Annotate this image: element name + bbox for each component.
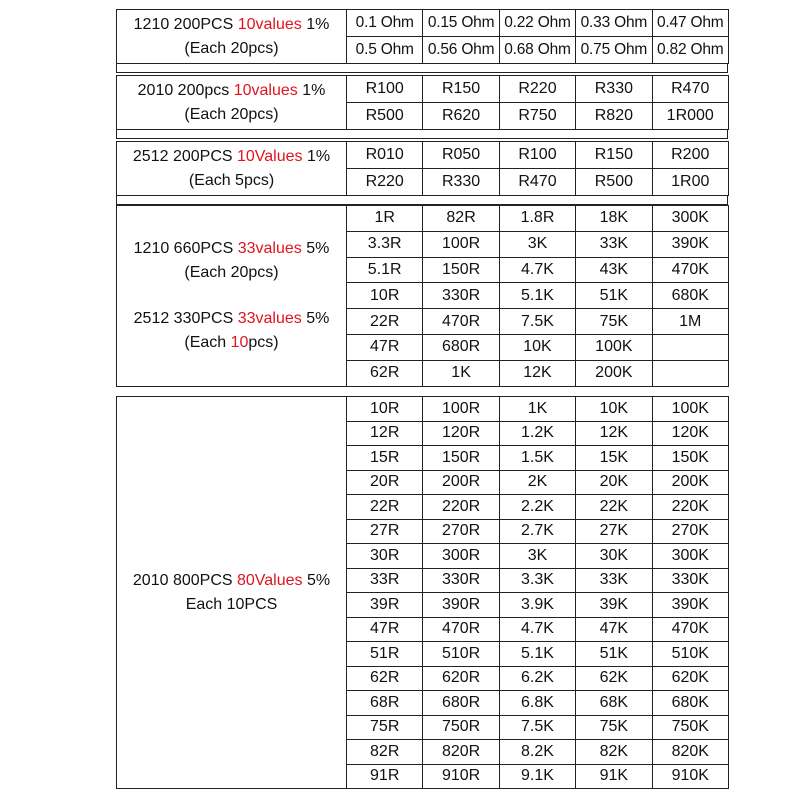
value-cell: 51K [576, 283, 652, 309]
value-cell: 510K [652, 642, 728, 667]
value-cell: R050 [423, 142, 499, 169]
value-cell: 5.1K [499, 642, 575, 667]
value-cell: 7.5K [499, 309, 575, 335]
value-cell: 9.1K [499, 764, 575, 789]
table-row [117, 206, 729, 232]
value-cell: 75K [576, 309, 652, 335]
value-cell: 270R [423, 519, 499, 544]
value-cell: 0.5 Ohm [347, 37, 423, 64]
value-cell: 680K [652, 283, 728, 309]
value-cell: 910R [423, 764, 499, 789]
value-cell: 300K [652, 206, 728, 232]
value-cell: 20K [576, 470, 652, 495]
value-cell: R470 [652, 76, 728, 103]
label-text: 2512 330PCS [133, 309, 238, 327]
label-line-2: (Each 5pcs) [188, 171, 275, 189]
value-cell: 4.7K [499, 617, 575, 642]
label-line-1 [117, 13, 346, 37]
value-cell: 3.3K [499, 568, 575, 593]
value-cell: 3.3R [347, 231, 423, 257]
label-line-2: (Each 20pcs) [184, 39, 279, 57]
value-cell: 150R [423, 257, 499, 283]
value-cell: 820R [423, 740, 499, 765]
value-cell: 91K [576, 764, 652, 789]
value-cell: 12K [576, 421, 652, 446]
label-text: 2010 200pcs [137, 81, 234, 99]
value-cell: 100K [652, 397, 728, 422]
label-text: 1210 660PCS [133, 239, 238, 257]
value-cell: 100R [423, 397, 499, 422]
section-label [117, 142, 347, 196]
value-cell: 150R [423, 446, 499, 471]
value-cell: 120R [423, 421, 499, 446]
value-cell: 62K [576, 666, 652, 691]
value-cell: 750R [423, 715, 499, 740]
value-cell: 75R [347, 715, 423, 740]
table-row [117, 397, 729, 422]
value-cell: R150 [576, 142, 652, 169]
label-line-2: Each 10PCS [185, 595, 278, 613]
value-cell: 82R [347, 740, 423, 765]
value-cell: 5.1K [499, 283, 575, 309]
label-line-4 [117, 331, 346, 355]
value-cell: 39K [576, 593, 652, 618]
value-cell: 1K [499, 397, 575, 422]
value-cell: R500 [576, 169, 652, 196]
label-text: 5% [302, 571, 331, 589]
label-line-1 [117, 569, 346, 593]
section-2010-1pct-table [116, 75, 729, 130]
value-cell: 300R [423, 544, 499, 569]
value-cell: 1R [347, 206, 423, 232]
label-text: 1% [302, 147, 331, 165]
value-cell: 15R [347, 446, 423, 471]
value-cell: R620 [423, 103, 499, 130]
label-text: 2010 800PCS [132, 571, 237, 589]
value-cell: 47K [576, 617, 652, 642]
section-divider [116, 195, 728, 205]
value-cell: 2K [499, 470, 575, 495]
label-line-2: (Each 20pcs) [184, 263, 279, 281]
value-cell: R010 [347, 142, 423, 169]
value-cell: 51K [576, 642, 652, 667]
table-row [117, 76, 729, 103]
value-cell: R150 [423, 76, 499, 103]
label-highlight: 33values [237, 239, 302, 257]
value-cell: 680R [423, 334, 499, 360]
value-cell: 330R [423, 283, 499, 309]
value-cell: 10K [499, 334, 575, 360]
label-line-1 [117, 79, 346, 103]
value-cell: 330K [652, 568, 728, 593]
value-cell: 100R [423, 231, 499, 257]
label-line-3 [117, 307, 346, 331]
value-cell: 0.15 Ohm [423, 10, 499, 37]
label-text: 5% [301, 309, 330, 327]
value-cell: 0.33 Ohm [576, 10, 652, 37]
table-row [117, 10, 729, 37]
value-cell: 150K [652, 446, 728, 471]
value-cell: 33R [347, 568, 423, 593]
value-cell: 22R [347, 495, 423, 520]
section-80values-table [116, 396, 729, 789]
value-cell: 6.2K [499, 666, 575, 691]
section-33values-table [116, 205, 729, 387]
value-cell: 4.7K [499, 257, 575, 283]
value-cell: 91R [347, 764, 423, 789]
value-cell: 200R [423, 470, 499, 495]
label-text: (Each [184, 333, 231, 351]
value-cell: 33K [576, 231, 652, 257]
value-cell: R200 [652, 142, 728, 169]
value-cell: 470R [423, 617, 499, 642]
label-line-1 [117, 145, 346, 169]
value-cell: 10R [347, 397, 423, 422]
value-cell: 1.2K [499, 421, 575, 446]
section-label [117, 397, 347, 789]
value-cell: R470 [499, 169, 575, 196]
value-cell: 470K [652, 257, 728, 283]
value-cell: 33K [576, 568, 652, 593]
label-highlight: 10values [233, 81, 298, 99]
value-cell: R500 [347, 103, 423, 130]
value-cell: 390K [652, 593, 728, 618]
section-divider [116, 129, 728, 139]
label-text: 5% [301, 239, 330, 257]
section-divider [116, 63, 728, 73]
value-cell: 8.2K [499, 740, 575, 765]
value-cell: 390R [423, 593, 499, 618]
value-cell: 330R [423, 568, 499, 593]
value-cell: 20R [347, 470, 423, 495]
value-cell: 620K [652, 666, 728, 691]
value-cell: 30K [576, 544, 652, 569]
value-cell: 220R [423, 495, 499, 520]
value-cell: 820K [652, 740, 728, 765]
value-cell: R100 [499, 142, 575, 169]
section-label [117, 10, 347, 64]
value-cell: 22K [576, 495, 652, 520]
value-cell: 300K [652, 544, 728, 569]
value-cell: 2.7K [499, 519, 575, 544]
label-text: 2512 200PCS [132, 147, 237, 165]
label-highlight: 10Values [236, 147, 303, 165]
value-cell: R820 [576, 103, 652, 130]
label-spacer [117, 285, 346, 307]
value-cell: 27K [576, 519, 652, 544]
value-cell [652, 334, 728, 360]
value-cell: 470K [652, 617, 728, 642]
value-cell: 200K [652, 470, 728, 495]
label-text: 1210 200PCS [133, 15, 238, 33]
value-cell: 3.9K [499, 593, 575, 618]
label-text: 1% [297, 81, 326, 99]
value-cell: 390K [652, 231, 728, 257]
value-cell: 0.75 Ohm [576, 37, 652, 64]
section-label [117, 76, 347, 130]
value-cell: 82K [576, 740, 652, 765]
value-cell: 1.8R [499, 206, 575, 232]
value-cell: 510R [423, 642, 499, 667]
value-cell: 1M [652, 309, 728, 335]
section-2512-1pct-table [116, 141, 729, 196]
value-cell: 0.56 Ohm [423, 37, 499, 64]
value-cell: R750 [499, 103, 575, 130]
value-cell: 270K [652, 519, 728, 544]
value-cell: 10R [347, 283, 423, 309]
value-cell: 2.2K [499, 495, 575, 520]
section-1210-1pct-table [116, 9, 729, 64]
value-cell: R220 [347, 169, 423, 196]
value-cell: 68R [347, 691, 423, 716]
value-cell: 1.5K [499, 446, 575, 471]
value-cell: 62R [347, 360, 423, 386]
value-cell: 18K [576, 206, 652, 232]
value-cell: 12R [347, 421, 423, 446]
value-cell: 12K [499, 360, 575, 386]
value-cell: 62R [347, 666, 423, 691]
value-cell: 750K [652, 715, 728, 740]
table-row [117, 142, 729, 169]
value-cell: R330 [576, 76, 652, 103]
label-text: pcs) [248, 333, 279, 351]
value-cell: 910K [652, 764, 728, 789]
label-highlight: 80Values [236, 571, 303, 589]
value-cell: 6.8K [499, 691, 575, 716]
section-label [117, 206, 347, 387]
value-cell: 0.82 Ohm [652, 37, 728, 64]
value-cell: 15K [576, 446, 652, 471]
value-cell [652, 360, 728, 386]
value-cell: 75K [576, 715, 652, 740]
label-highlight: 10 [230, 333, 249, 351]
value-cell: 47R [347, 334, 423, 360]
value-cell: 1K [423, 360, 499, 386]
label-line-2: (Each 20pcs) [184, 105, 279, 123]
value-cell: R100 [347, 76, 423, 103]
value-cell: 43K [576, 257, 652, 283]
value-cell: 470R [423, 309, 499, 335]
value-cell: 1R00 [652, 169, 728, 196]
value-cell: R220 [499, 76, 575, 103]
label-text: 1% [301, 15, 330, 33]
value-cell: 0.22 Ohm [499, 10, 575, 37]
value-cell: R330 [423, 169, 499, 196]
value-cell: 100K [576, 334, 652, 360]
value-cell: 680R [423, 691, 499, 716]
value-cell: 120K [652, 421, 728, 446]
value-cell: 220K [652, 495, 728, 520]
value-cell: 3K [499, 544, 575, 569]
value-cell: 22R [347, 309, 423, 335]
value-cell: 39R [347, 593, 423, 618]
value-cell: 1R000 [652, 103, 728, 130]
value-cell: 680K [652, 691, 728, 716]
value-cell: 0.68 Ohm [499, 37, 575, 64]
value-cell: 47R [347, 617, 423, 642]
value-cell: 0.1 Ohm [347, 10, 423, 37]
label-highlight: 33values [237, 309, 302, 327]
value-cell: 51R [347, 642, 423, 667]
value-cell: 10K [576, 397, 652, 422]
value-cell: 0.47 Ohm [652, 10, 728, 37]
value-cell: 7.5K [499, 715, 575, 740]
value-cell: 30R [347, 544, 423, 569]
value-cell: 5.1R [347, 257, 423, 283]
value-cell: 200K [576, 360, 652, 386]
value-cell: 27R [347, 519, 423, 544]
label-highlight: 10values [237, 15, 302, 33]
value-cell: 68K [576, 691, 652, 716]
label-line-1 [117, 237, 346, 261]
value-cell: 620R [423, 666, 499, 691]
value-cell: 3K [499, 231, 575, 257]
value-cell: 82R [423, 206, 499, 232]
